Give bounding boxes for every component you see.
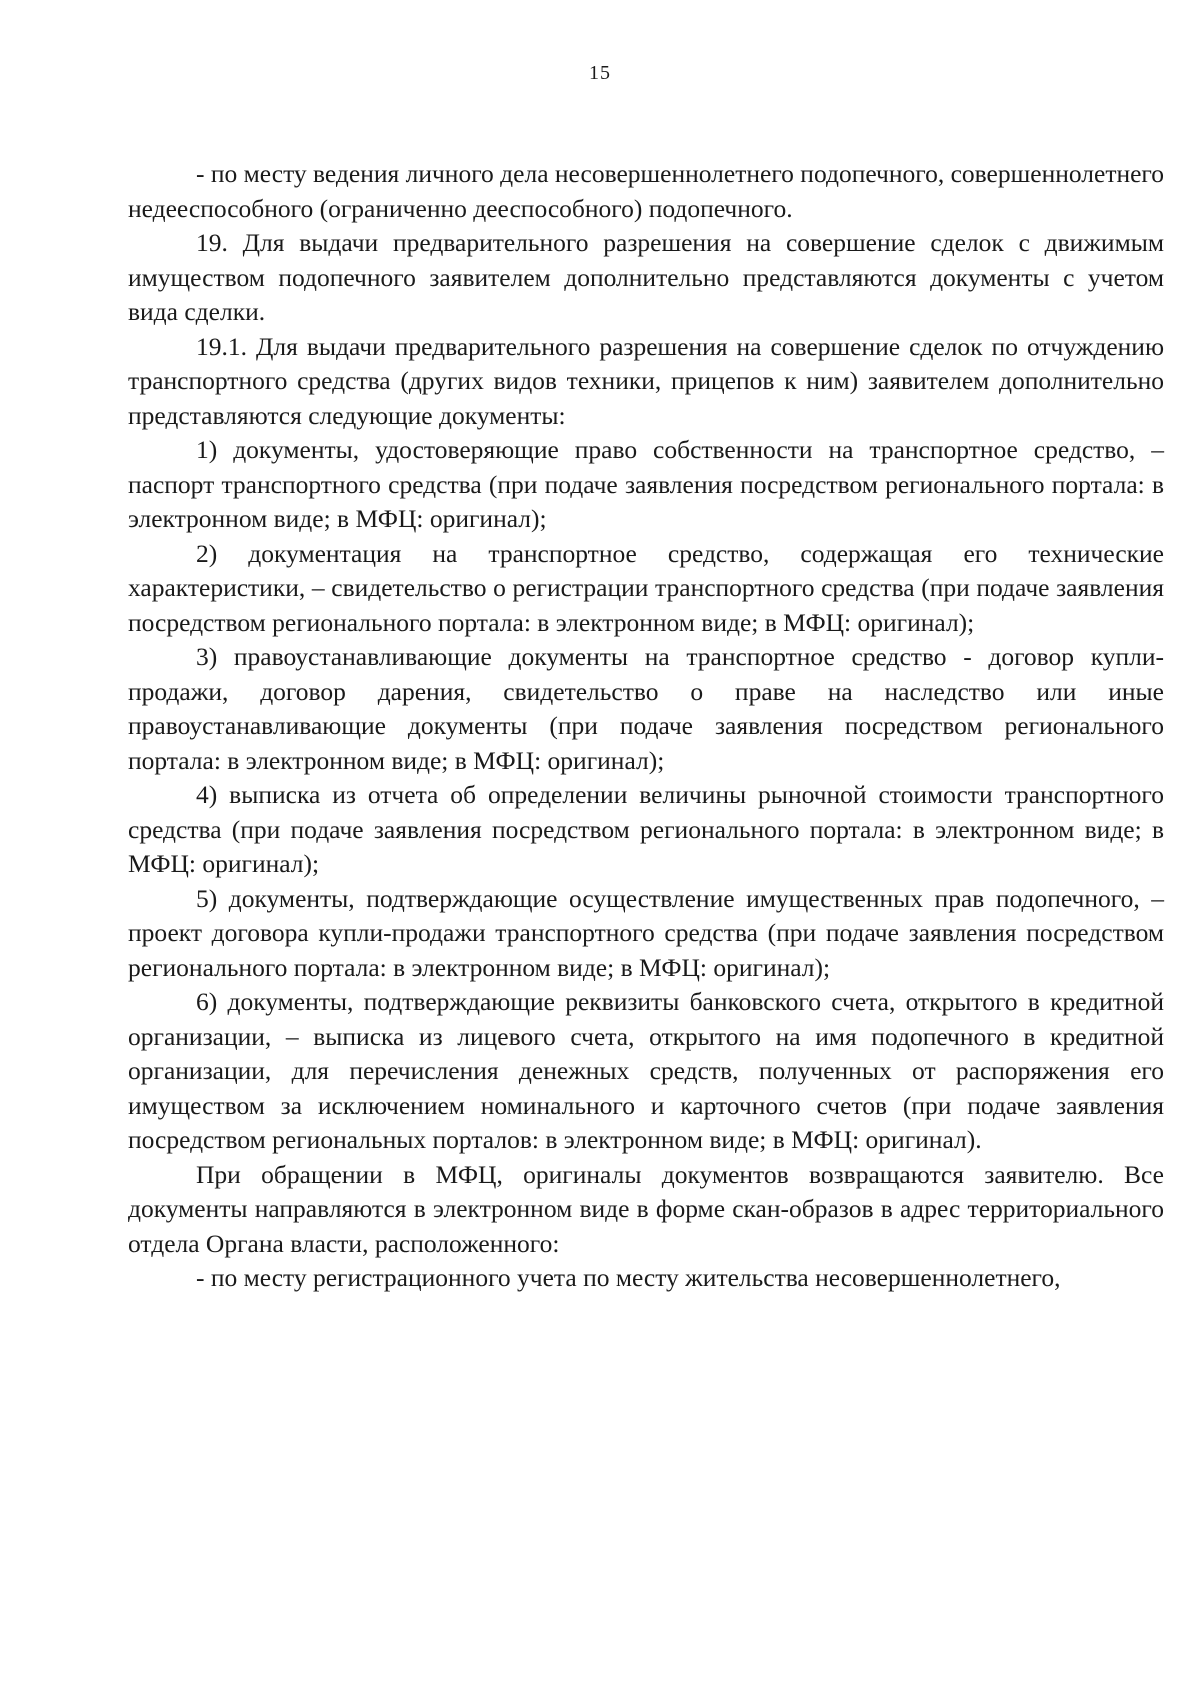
list-item-3: 3) правоустанавливающие документы на транспортное средство - договор купли-продажи, договор дарения, свидетельство о праве на наследство или иные правоустанавливающие документы (при подаче заявления посредством регионального портала: в электронном виде; в МФЦ: оригинал);	[128, 642, 1164, 775]
document-body	[128, 157, 1164, 1296]
list-item-5: 5) документы, подтверждающие осуществление имущественных прав подопечного, – проект договора купли-продажи транспортного средства (при подаче заявления посредством регионального портала: в электронном виде; в МФЦ: оригинал);	[128, 883, 1164, 982]
paragraph-mfc-originals: При обращении в МФЦ, оригиналы документов возвращаются заявителю. Все документы направляются в электронном виде в форме скан-образов в адрес территориального отдела Органа власти, расположенного:	[128, 1159, 1164, 1258]
paragraph-19-1: 19.1. Для выдачи предварительного разрешения на совершение сделок по отчуждению транспортного средства (других видов техники, прицепов к ним) заявителем дополнительно представляются следующие документы:	[128, 331, 1164, 430]
paragraph-19: 19. Для выдачи предварительного разрешения на совершение сделок с движимым имуществом подопечного заявителем дополнительно представляются документы с учетом вида сделки.	[128, 228, 1164, 326]
list-item-4: 4) выписка из отчета об определении величины рыночной стоимости транспортного средства (при подаче заявления посредством регионального портала: в электронном виде; в МФЦ: оригинал);	[128, 780, 1164, 878]
list-item-6: 6) документы, подтверждающие реквизиты банковского счета, открытого в кредитной организации, – выписка из лицевого счета, открытого на имя подопечного в кредитной организации, для перечисления денежных средств, полученных от распоряжения его имуществом за исключением номинального и карточного счетов (при подаче заявления посредством региональных порталов: в электронном виде; в МФЦ: оригинал).	[128, 987, 1164, 1154]
paragraph-dash-personal-file: - по месту ведения личного дела несовершеннолетнего подопечного, совершеннолетнего недееспособного (ограниченно дееспособного) подопечного.	[128, 159, 1164, 223]
page-number: 15	[589, 62, 611, 84]
list-item-2: 2) документация на транспортное средство, содержащая его технические характеристики, – свидетельство о регистрации транспортного средства (при подаче заявления посредством регионального портала: в электронном виде; в МФЦ: оригинал);	[128, 538, 1164, 637]
list-item-1: 1) документы, удостоверяющие право собственности на транспортное средство, – паспорт транспортного средства (при подаче заявления посредством регионального портала: в электронном виде; в МФЦ: оригинал);	[128, 435, 1164, 533]
paragraph-dash-registration: - по месту регистрационного учета по месту жительства несовершеннолетнего,	[196, 1263, 1061, 1292]
